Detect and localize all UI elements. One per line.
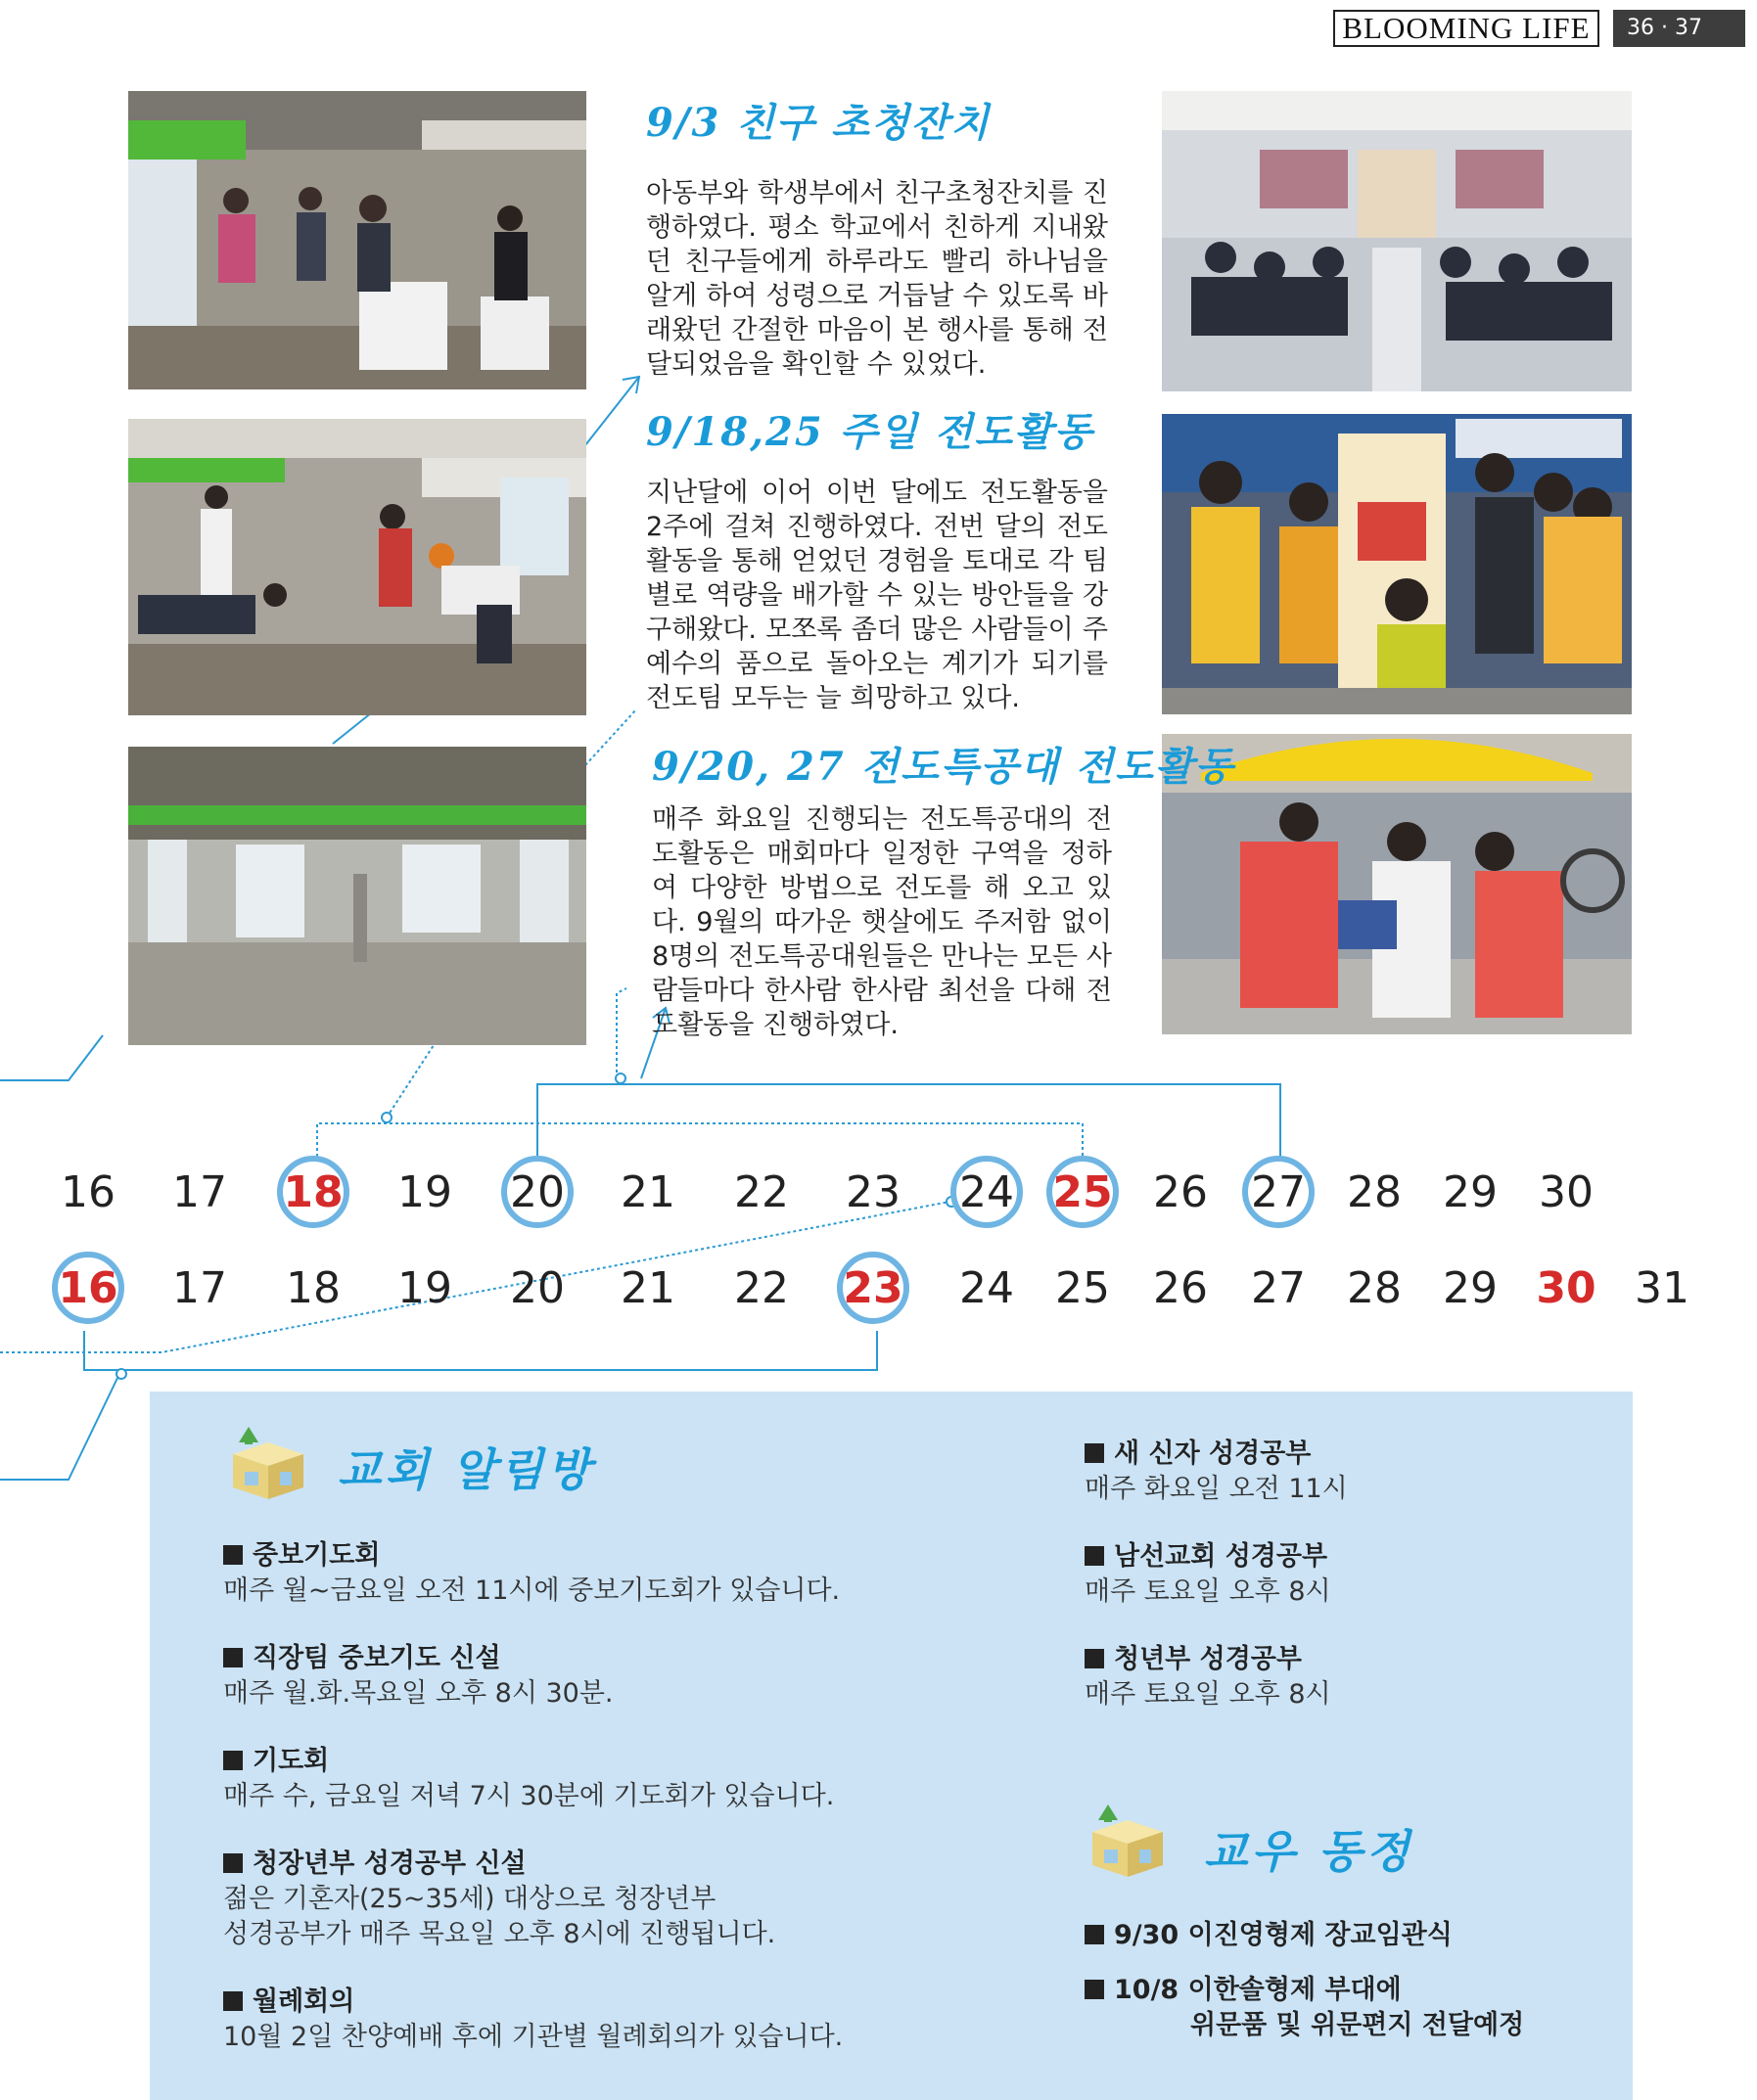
calendar-date: 24 (959, 1263, 1014, 1313)
notice-item (1085, 1642, 1613, 1712)
item-detail: 매주 월.화.목요일 오후 8시 30분. (223, 1678, 614, 1709)
item-detail: 위문품 및 위문편지 전달예정 (1190, 2010, 1525, 2040)
calendar-date: 26 (1153, 1263, 1208, 1313)
calendar-date: 25 (1055, 1263, 1110, 1313)
calendar-date: 27 (1251, 1263, 1306, 1313)
fellowship-item (1085, 1973, 1613, 2043)
photo-cleanup-3 (128, 747, 586, 1045)
calendar-date: 22 (734, 1167, 789, 1217)
bullet-square-icon (223, 1853, 243, 1873)
magazine-title: BLOOMING LIFE (1333, 10, 1599, 47)
notice-item (223, 1985, 987, 2055)
calendar-date: 30 (1539, 1167, 1594, 1217)
notice-item (1085, 1539, 1613, 1610)
bullet-square-icon (1085, 1980, 1104, 1999)
calendar-date: 30 (1536, 1263, 1596, 1313)
calendar-date: 24 (959, 1167, 1014, 1217)
item-detail: 매주 토요일 오후 8시 (1085, 1679, 1331, 1710)
box-house-icon (223, 1415, 313, 1501)
calendar-date: 29 (1443, 1167, 1498, 1217)
item-heading: 청년부 성경공부 (1114, 1644, 1302, 1674)
notice-title: 교회 알림방 (338, 1443, 595, 1496)
fellowship-item (1085, 1918, 1613, 1953)
item-heading: 월례회의 (253, 1986, 355, 2017)
bullet-square-icon (1085, 1925, 1104, 1944)
calendar-date: 27 (1251, 1167, 1306, 1217)
photo-street-evangelism (1162, 414, 1632, 714)
article-1-body: 아동부와 학생부에서 친구초청잔치를 진행하였다. 평소 학교에서 친하게 지내왔던 친구들에게 하루라도 빨리 하나님을 알게 하여 성령으로 거듭날 수 있도록 바래왔던 간절한 마음이 본 행사를 통해 전달되었음을 확인할 수 있었다. (646, 178, 1108, 380)
article-2-body: 지난달에 이어 이번 달에도 전도활동을 2주에 걸쳐 진행하였다. 전번 달의 전도활동을 통해 얻었던 경험을 토대로 각 팀별로 역량을 배가할 수 있는 방안들을 강구해왔다. 모쪼록 좀더 많은 사람들이 주 예수의 품으로 돌아오는 계기가 되기를 전도팀 모두는 늘 희망하고 있다. (646, 478, 1108, 713)
box-house-icon (1083, 1793, 1173, 1879)
bullet-square-icon (223, 1545, 243, 1565)
item-heading: 10/8 이한솔형제 부대에 (1114, 1975, 1402, 2005)
notice-item (223, 1641, 987, 1712)
calendar-date: 21 (621, 1263, 675, 1313)
item-detail: 젊은 기혼자(25~35세) 대상으로 청장년부 (223, 1884, 717, 1914)
page-numbers: 36 · 37 (1613, 10, 1745, 47)
calendar-date: 21 (621, 1167, 675, 1217)
calendar-date: 16 (58, 1263, 118, 1313)
item-heading: 남선교회 성경공부 (1114, 1541, 1328, 1572)
calendar-date: 28 (1347, 1263, 1402, 1313)
photo-church-hall (1162, 91, 1632, 391)
fellowship-title: 교우 동정 (1204, 1825, 1413, 1878)
calendar-date: 22 (734, 1263, 789, 1313)
photo-cleanup-1 (128, 91, 586, 389)
bullet-square-icon (1085, 1443, 1104, 1463)
bullet-square-icon (223, 1991, 243, 2011)
calendar-date: 17 (172, 1167, 227, 1217)
item-detail: 매주 월~금요일 오전 11시에 중보기도회가 있습니다. (223, 1575, 841, 1606)
item-heading: 중보기도회 (253, 1540, 381, 1571)
calendar-date: 23 (843, 1263, 903, 1313)
calendar-date: 20 (510, 1167, 565, 1217)
notice-item (223, 1847, 987, 1952)
calendar-date: 20 (510, 1263, 565, 1313)
calendar-date: 16 (61, 1167, 116, 1217)
item-heading: 청장년부 성경공부 신설 (253, 1849, 527, 1879)
bullet-square-icon (1085, 1546, 1104, 1566)
article-3-body: 매주 화요일 진행되는 전도특공대의 전도활동은 매회마다 일정한 구역을 정하여 다양한 방법으로 전도를 해 오고 있다. 9월의 따가운 햇살에도 주저함 없이 8명의 전도특공대원들은 만나는 모든 사람들마다 한사람 한사람 최선을 다해 전도활동을 진행하였다. (652, 804, 1112, 1040)
item-heading: 9/30 이진영형제 장교임관식 (1114, 1920, 1453, 1950)
calendar-date: 18 (283, 1167, 344, 1217)
calendar-date: 19 (397, 1263, 452, 1313)
item-heading: 기도회 (253, 1746, 330, 1776)
calendar-date: 17 (172, 1263, 227, 1313)
item-detail: 매주 화요일 오전 11시 (1085, 1474, 1348, 1504)
notice-item (1085, 1437, 1613, 1507)
calendar-date: 19 (397, 1167, 452, 1217)
bullet-square-icon (223, 1648, 243, 1667)
article-3-title: 9/20, 27 전도특공대 전도활동 (652, 744, 1235, 790)
calendar-date: 23 (846, 1167, 901, 1217)
bullet-square-icon (223, 1751, 243, 1770)
calendar-date: 31 (1635, 1263, 1689, 1313)
bullet-square-icon (1085, 1649, 1104, 1668)
article-2-title: 9/18,25 주일 전도활동 (646, 409, 1094, 455)
item-detail: 매주 수, 금요일 저녁 7시 30분에 기도회가 있습니다. (223, 1781, 835, 1811)
photo-cleanup-2 (128, 419, 586, 715)
item-heading: 직장팀 중보기도 신설 (253, 1643, 501, 1673)
calendar-date: 28 (1347, 1167, 1402, 1217)
notice-item (223, 1538, 987, 1609)
calendar-date: 25 (1052, 1167, 1113, 1217)
item-detail: 10월 2일 찬양예배 후에 기관별 월례회의가 있습니다. (223, 2022, 844, 2052)
calendar-date: 18 (286, 1263, 341, 1313)
article-1-title: 9/3 친구 초청잔치 (646, 100, 991, 146)
calendar-date: 26 (1153, 1167, 1208, 1217)
calendar-date: 29 (1443, 1263, 1498, 1313)
item-heading: 새 신자 성경공부 (1114, 1438, 1312, 1469)
notice-item (223, 1744, 987, 1814)
item-detail: 성경공부가 매주 목요일 오후 8시에 진행됩니다. (223, 1919, 776, 1949)
item-detail: 매주 토요일 오후 8시 (1085, 1576, 1331, 1607)
